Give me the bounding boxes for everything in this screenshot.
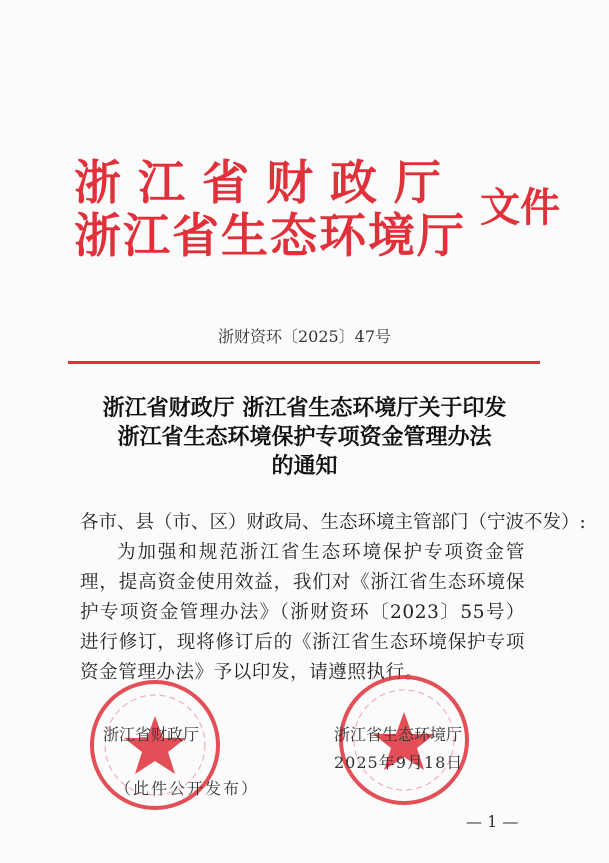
signature-finance: 浙江省财政厅 [103,725,200,744]
issue-date: 2025年9月18日 [334,753,464,772]
signature-environment: 浙江省生态环境厅 [334,725,463,744]
document-number: 浙财资环〔2025〕47号 [217,327,392,346]
red-divider [68,361,540,364]
document-suffix: 文件 [480,184,560,231]
title-line-2: 浙江省生态环境保护专项资金管理办法 [117,424,492,450]
title-line-3: 的通知 [271,453,338,479]
issuer-line-environment: 浙江省生态环境厅 [74,209,466,264]
body-paragraph: 为加强和规范浙江省生态环境保护专项资金管理，提高资金使用效益，我们对《浙江省生态环境保护专项资金管理办法》（浙财资环〔2023〕55号）进行修订，现将修订后的《浙江省生态环境保护专项资金管理办法》予以印发，请遵照执行。 [80,542,525,683]
publication-note: （此件公开发布） [115,779,260,798]
title-line-1: 浙江省财政厅 浙江省生态环境厅关于印发 [102,395,507,421]
issuer-line-finance: 浙江省财政厅 [74,156,458,211]
addressee: 各市、县（市、区）财政局、生态环境主管部门（宁波不发）: [80,512,586,533]
page-number: — 1 — [466,812,519,831]
